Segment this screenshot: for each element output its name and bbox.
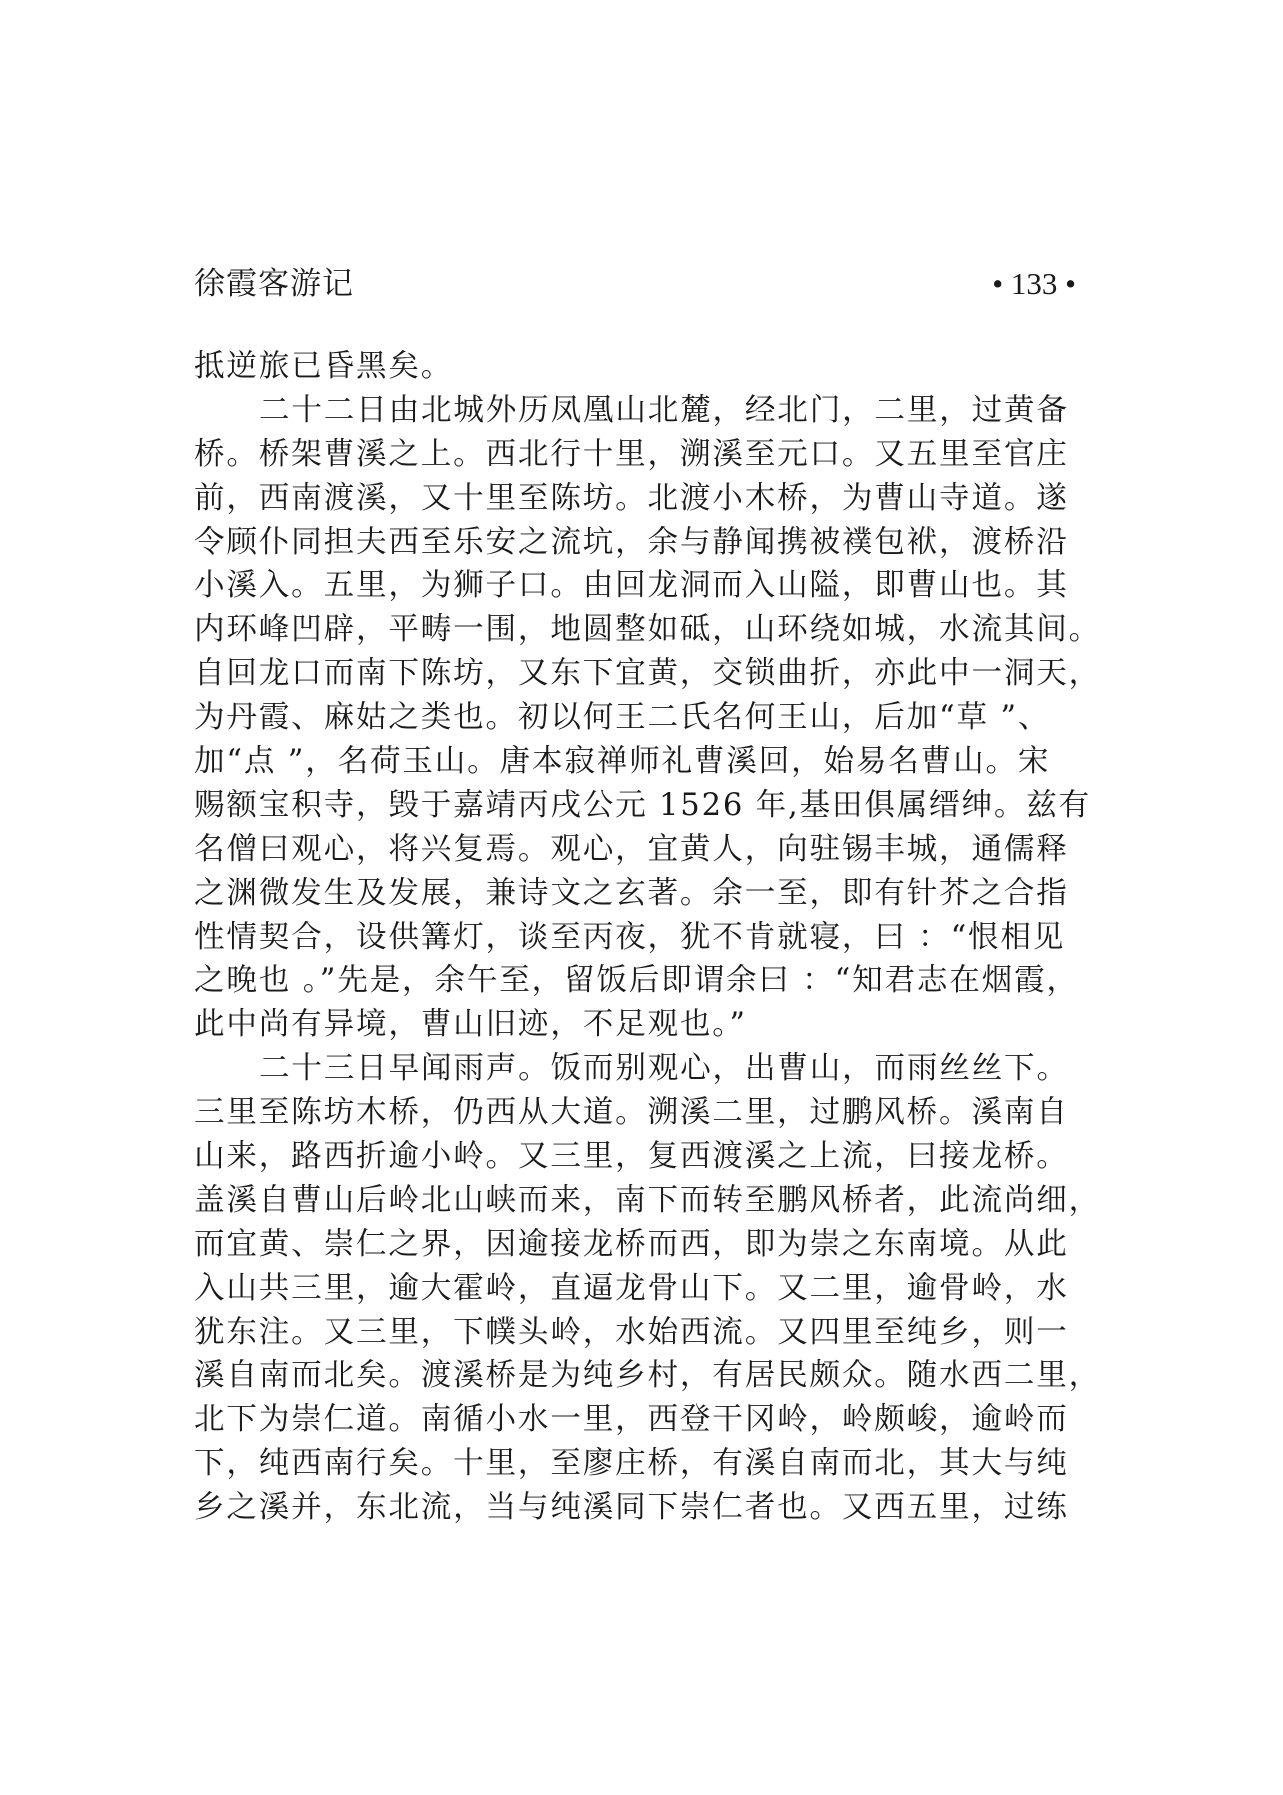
- text-line: 乡之溪并，东北流，当与纯溪同下崇仁者也。又西五里，过练: [194, 1490, 1069, 1526]
- text-line: 之晚也 。”先是，余午至，留饭后即谓余曰 ：“知君志在烟霞，: [194, 963, 1079, 999]
- text-line: 为丹霞、麻姑之类也。初以何王二氏名何王山，后加“草 ”、: [194, 700, 1051, 736]
- text-line: 二十三日早闻雨声。饭而别观心，出曹山，而雨丝丝下。: [259, 1051, 1069, 1087]
- text-line: 名僧曰观心，将兴复焉。观心，宜黄人，向驻锡丰城，通儒释: [194, 831, 1069, 867]
- book-title: 徐霞客游记: [194, 266, 354, 302]
- text-line: 性情契合，设供篝灯，谈至丙夜，犹不肯就寝，曰 ：“恨相见: [194, 919, 1066, 955]
- text-line: 北下为崇仁道。南循小水一里，西登干冈岭，岭颇峻，逾岭而: [194, 1402, 1069, 1438]
- text-line: 内环峰凹辟，平畴一围，地圆整如砥，山环绕如城，水流其间。: [194, 612, 1102, 648]
- text-line: 盖溪自曹山后岭北山峡而来，南下而转至鹏风桥者，此流尚细，: [194, 1182, 1102, 1218]
- text-line: 令顾仆同担夫西至乐安之流坑，余与静闻携被襆包袱，渡桥沿: [194, 524, 1069, 560]
- text-line: 入山共三里，逾大霍岭，直逼龙骨山下。又二里，逾骨岭，水: [194, 1270, 1069, 1306]
- page-number: • 133 •: [992, 266, 1076, 301]
- text-line: 二十二日由北城外历凤凰山北麓，经北门，二里，过黄备: [259, 392, 1069, 428]
- body-text: [194, 345, 1104, 1530]
- text-line: 抵逆旅已昏黑矣。: [194, 349, 454, 384]
- text-line: 山来，路西折逾小岭。又三里，复西渡溪之上流，曰接龙桥。: [194, 1139, 1069, 1175]
- text-line: 犹东注。又三里，下幞头岭，水始西流。又四里至纯乡，则一: [194, 1314, 1069, 1350]
- text-line: 自回龙口而南下陈坊，又东下宜黄，交锁曲折，亦此中一洞天，: [194, 656, 1102, 692]
- text-line: 下，纯西南行矣。十里，至廖庄桥，有溪自南而北，其大与纯: [194, 1446, 1069, 1482]
- text-line: 赐额宝积寺，毁于嘉靖丙戌公元 1526 年,基田俱属缙绅。兹有: [194, 787, 1092, 823]
- text-line: 前，西南渡溪，又十里至陈坊。北渡小木桥，为曹山寺道。遂: [194, 480, 1069, 516]
- text-line: 桥。桥架曹溪之上。西北行十里，溯溪至元口。又五里至官庄: [194, 436, 1069, 472]
- text-line: 而宜黄、崇仁之界，因逾接龙桥而西，即为崇之东南境。从此: [194, 1226, 1069, 1262]
- text-line: 之渊微发生及发展，兼诗文之玄著。余一至，即有针芥之合指: [194, 875, 1069, 911]
- text-line: 小溪入。五里，为狮子口。由回龙洞而入山隘，即曹山也。其: [194, 568, 1069, 604]
- text-line: 溪自南而北矣。渡溪桥是为纯乡村，有居民颇众。随水西二里，: [194, 1358, 1102, 1394]
- text-line: 三里至陈坊木桥，仍西从大道。溯溪二里，过鹏风桥。溪南自: [194, 1095, 1069, 1131]
- text-line: 加“点 ”，名荷玉山。唐本寂禅师礼曹溪回，始易名曹山。宋: [194, 744, 1051, 780]
- text-line: 此中尚有异境，曹山旧迹，不足观也。”: [194, 1007, 747, 1043]
- running-header: [194, 262, 1076, 306]
